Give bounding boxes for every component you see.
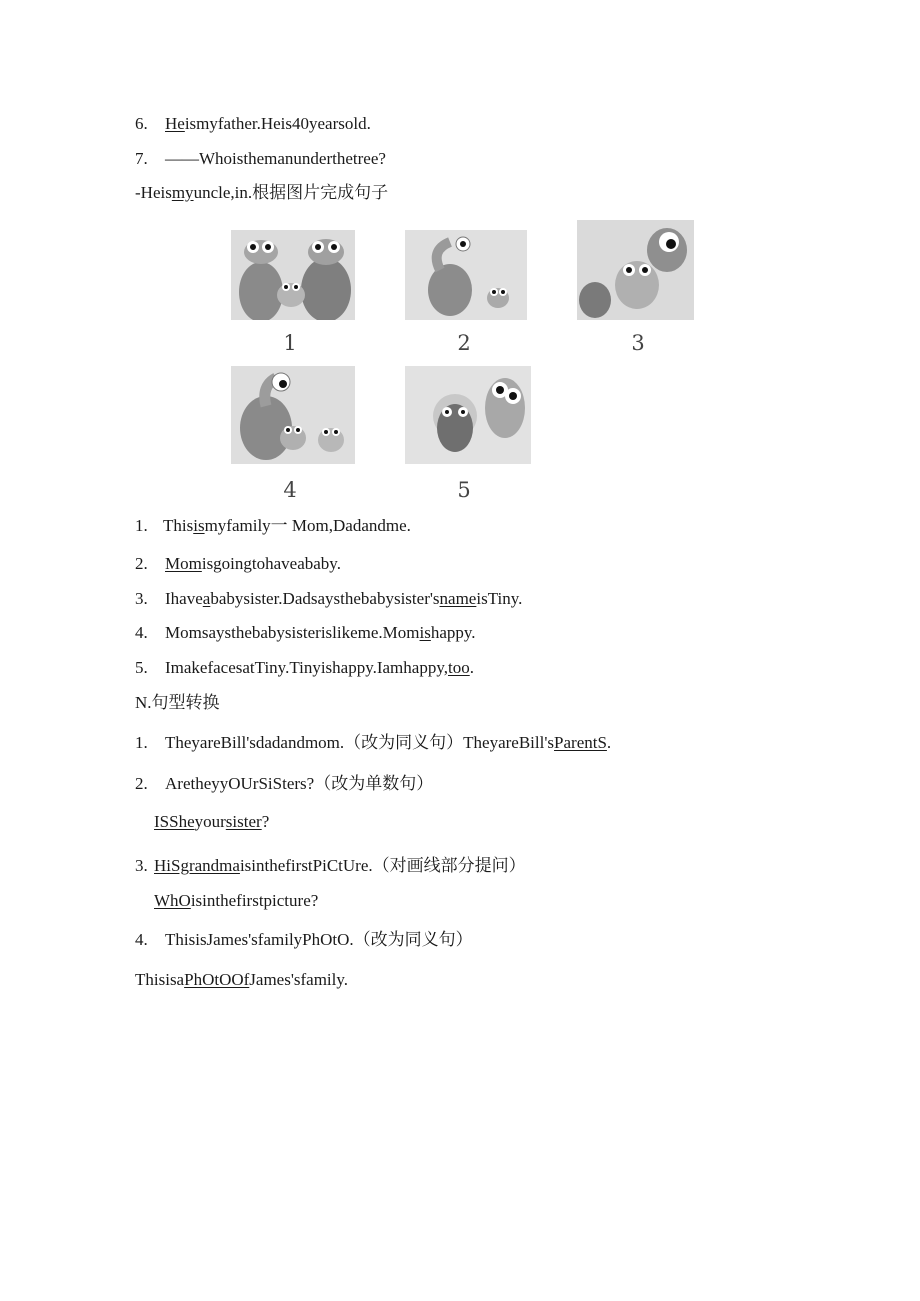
section-heading: N.句型转换 xyxy=(135,693,220,712)
cartoon-mom-kids-image xyxy=(231,366,355,464)
question-7-answer xyxy=(135,182,388,204)
transform-item-3 xyxy=(135,855,526,877)
transform-item-2 xyxy=(135,773,433,795)
underlined-answer: is xyxy=(193,516,205,535)
transform-item-4 xyxy=(135,929,473,951)
question-number: 2. xyxy=(135,774,148,793)
transform-answer-2 xyxy=(154,811,269,833)
question-text: AretheyyOUrSiSters?（改为单数句） xyxy=(165,774,434,793)
picture-sentence-1 xyxy=(135,515,411,537)
answer-text: Thisisa xyxy=(135,970,185,989)
picture-2 xyxy=(405,230,527,320)
answer-text: your xyxy=(194,812,226,831)
sentence-text: isgoingtohaveababy. xyxy=(201,554,341,573)
underlined-answer: too xyxy=(447,658,470,677)
picture-sentence-5 xyxy=(135,657,474,679)
underlined-answer: ParentS xyxy=(554,733,607,752)
cartoon-making-faces-image xyxy=(405,366,531,464)
question-number: 7. xyxy=(135,149,148,168)
question-number: 3. xyxy=(135,589,148,608)
question-text: ismyfather.Heis40yearsold. xyxy=(184,114,371,133)
answer-text: uncle,in.根据图片完成句子 xyxy=(193,183,389,202)
transform-answer-3 xyxy=(154,890,318,912)
sentence-text: This xyxy=(163,516,194,535)
picture-sentence-2 xyxy=(135,553,341,575)
question-number: 1. xyxy=(135,516,148,535)
sentence-text: . xyxy=(469,658,474,677)
sentence-text: happy. xyxy=(430,623,476,642)
question-text: ——Whoisthemanunderthetree? xyxy=(165,149,386,168)
answer-text: isinthefirstpicture? xyxy=(190,891,319,910)
question-6 xyxy=(135,113,371,135)
question-number: 5. xyxy=(135,658,148,677)
underlined-answer: is xyxy=(419,623,431,642)
question-7 xyxy=(135,148,386,170)
answer-text: ? xyxy=(261,812,270,831)
transform-item-1 xyxy=(135,732,611,754)
underlined-answer: a xyxy=(202,589,211,608)
answer-text: James'sfamily. xyxy=(249,970,349,989)
cartoon-dad-image xyxy=(577,220,694,320)
picture-label: 5 xyxy=(457,478,471,502)
question-number: 3. xyxy=(135,856,148,875)
question-number: 1. xyxy=(135,733,148,752)
question-text: TheyareBill'sdadandmom.（改为同义句）TheyareBill's xyxy=(165,733,555,752)
cartoon-mom-image xyxy=(405,230,527,320)
question-number: 4. xyxy=(135,930,148,949)
sentence-text: ImakefacesatTiny.Tinyishappy.Iamhappy, xyxy=(165,658,448,677)
question-text: isinthefirstPiCtUre.（对画线部分提问） xyxy=(239,856,526,875)
question-number: 4. xyxy=(135,623,148,642)
sentence-text: isTiny. xyxy=(476,589,523,608)
picture-label: 2 xyxy=(457,331,471,355)
picture-1 xyxy=(231,230,355,320)
picture-sentence-3 xyxy=(135,588,522,610)
underlined-answer: Mom xyxy=(165,554,202,573)
sentence-text: Ihave xyxy=(165,589,203,608)
picture-label: 3 xyxy=(631,331,645,355)
cartoon-family-image xyxy=(231,230,355,320)
underlined-answer: PhOtOOf xyxy=(184,970,250,989)
picture-sentence-4 xyxy=(135,622,476,644)
picture-5 xyxy=(405,366,531,464)
question-text: . xyxy=(606,733,612,752)
question-number: 2. xyxy=(135,554,148,573)
underlined-answer: my xyxy=(171,183,194,202)
underlined-answer: HiSgrandma xyxy=(154,856,240,875)
underlined-answer: sister xyxy=(225,812,262,831)
picture-4 xyxy=(231,366,355,464)
picture-label: 4 xyxy=(283,478,297,502)
picture-label: 1 xyxy=(283,331,297,355)
transform-answer-4 xyxy=(135,969,348,991)
sentence-text: babysister.Dadsaysthebabysister's xyxy=(210,589,440,608)
underlined-answer: name xyxy=(439,589,477,608)
underlined-answer: He xyxy=(165,114,185,133)
picture-3 xyxy=(577,220,694,320)
question-number: 6. xyxy=(135,114,148,133)
answer-text: -Heis xyxy=(135,183,172,202)
sentence-text: Momsaysthebabysisterislikeme.Mom xyxy=(165,623,420,642)
sentence-text: myfamily一 Mom,Dadandme. xyxy=(204,516,411,535)
question-text: ThisisJames'sfamilyPhOtO.（改为同义句） xyxy=(165,930,473,949)
underlined-answer: ISShe xyxy=(154,812,195,831)
underlined-answer: WhO xyxy=(154,891,191,910)
